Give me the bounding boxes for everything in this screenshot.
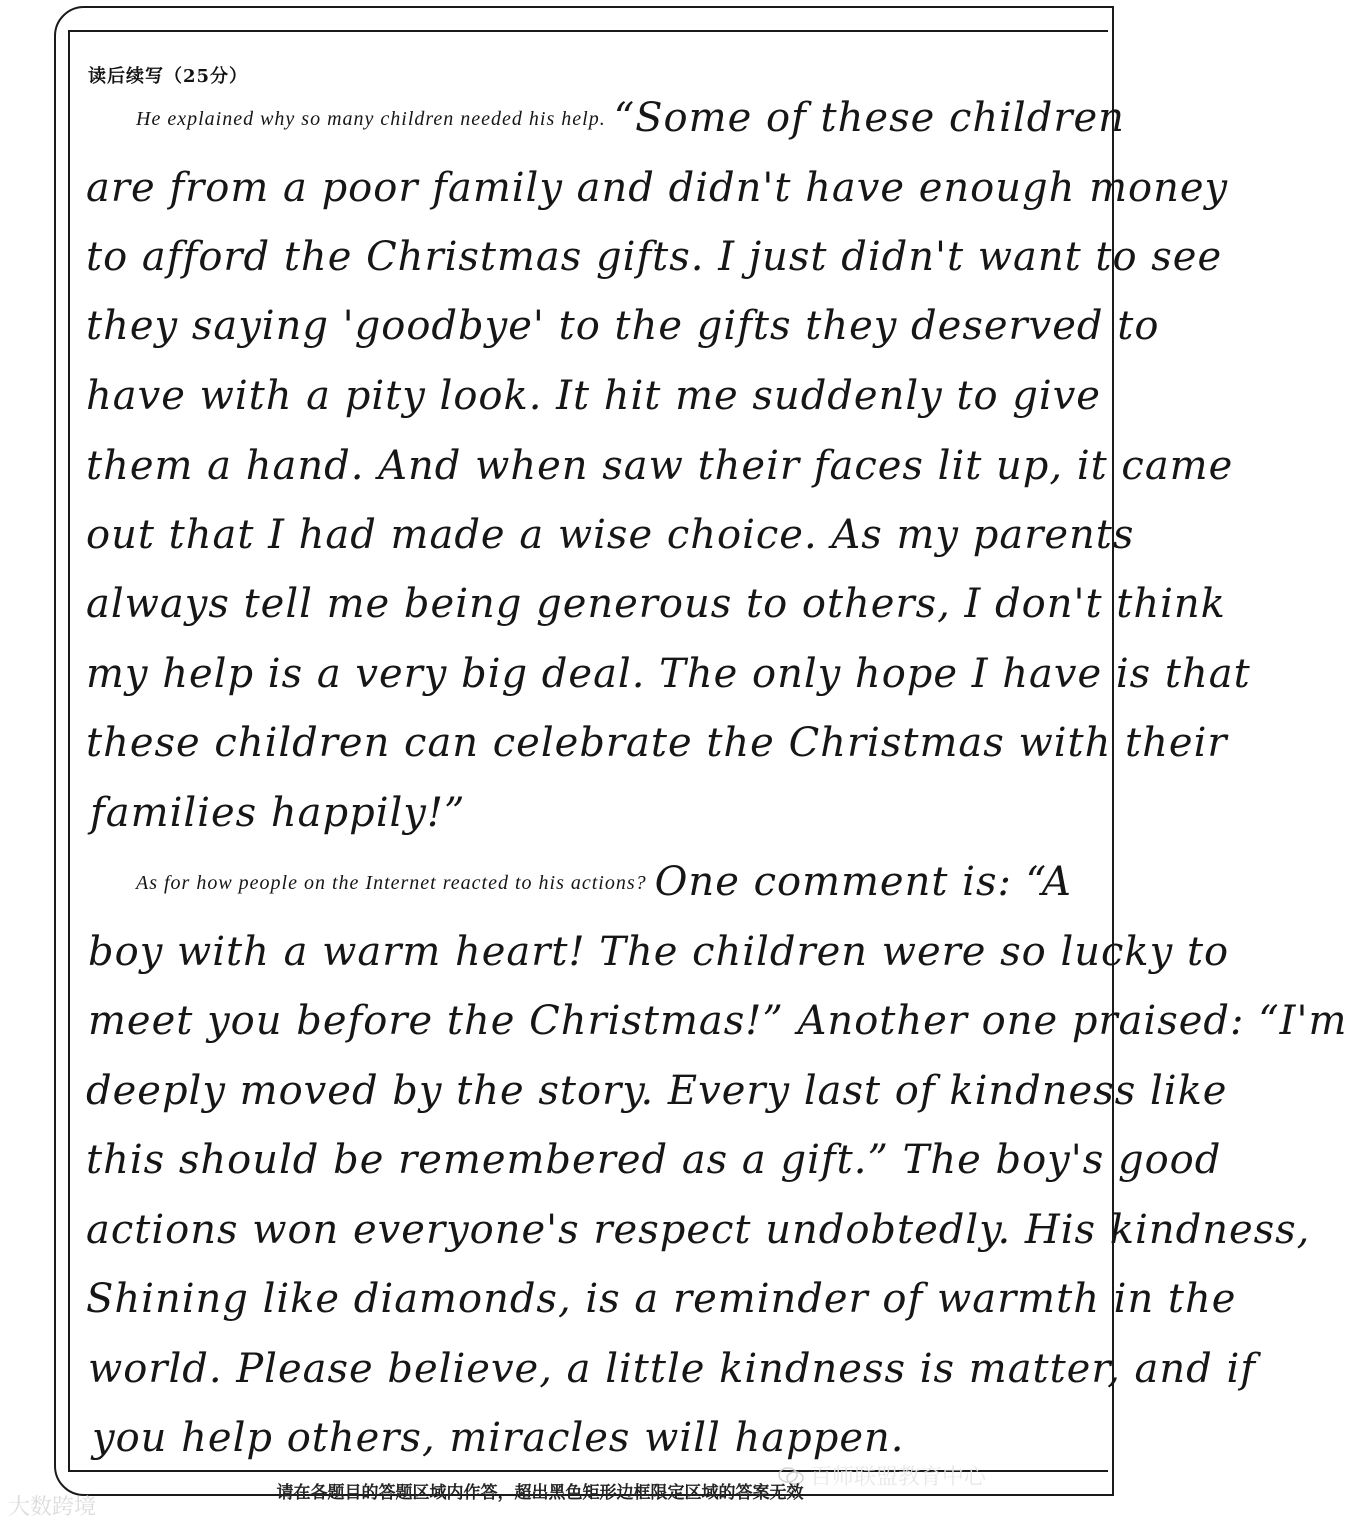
handwritten-line: this should be remembered as a gift.” The boy's good <box>86 1137 1222 1183</box>
paragraph2-first-line <box>136 859 1216 905</box>
watermark-left <box>8 1490 96 1521</box>
footer-notice: 请在各题目的答题区域内作答，超出黑色矩形边框限定区域的答案无效 <box>276 1483 804 1503</box>
handwritten-line: to afford the Christmas gifts. I just didn't want to see <box>86 234 1223 280</box>
paragraph1-prompt: He explained why so many children needed his help. <box>136 108 606 130</box>
handwritten-line: One comment is: “A <box>654 859 1072 905</box>
watermark-text: 百师联盟教育中心 <box>810 1465 987 1490</box>
handwritten-line: deeply moved by the story. Every last of kindness like <box>86 1068 1228 1114</box>
handwritten-line: these children can celebrate the Christmas with their <box>86 720 1228 766</box>
handwritten-line: “Some of these children <box>613 95 1125 141</box>
handwritten-line: have with a pity look. It hit me suddenly to give <box>86 373 1101 419</box>
paragraph2-prompt: As for how people on the Internet reacted to his actions? <box>136 872 647 894</box>
handwritten-line: always tell me being generous to others, I don't think <box>86 581 1226 627</box>
paragraph1-first-line <box>136 95 1216 141</box>
handwritten-line: boy with a warm heart! The children were so lucky to <box>88 929 1230 975</box>
watermark-text: 大数跨境 <box>8 1495 97 1520</box>
handwritten-line: they saying 'goodbye' to the gifts they deserved to <box>86 303 1160 349</box>
handwritten-line: families happily!” <box>90 790 466 836</box>
handwritten-line: are from a poor family and didn't have enough money <box>86 165 1229 211</box>
handwritten-line: them a hand. And when saw their faces lit up, it came <box>86 443 1234 489</box>
handwritten-line: Shining like diamonds, is a reminder of warmth in the <box>86 1276 1237 1322</box>
section-title: 读后续写（25分） <box>88 66 249 87</box>
handwritten-line: world. Please believe, a little kindness is matter, and if <box>88 1346 1257 1392</box>
handwritten-line: meet you before the Christmas!” Another one praised: “I'm <box>88 998 1347 1044</box>
handwritten-line: actions won everyone's respect undobtedly. His kindness, <box>86 1207 1311 1253</box>
handwritten-line: my help is a very big deal. The only hope I have is that <box>86 651 1251 697</box>
handwritten-line: you help others, miracles will happen. <box>92 1415 905 1461</box>
handwritten-line: out that I had made a wise choice. As my parents <box>86 512 1135 558</box>
